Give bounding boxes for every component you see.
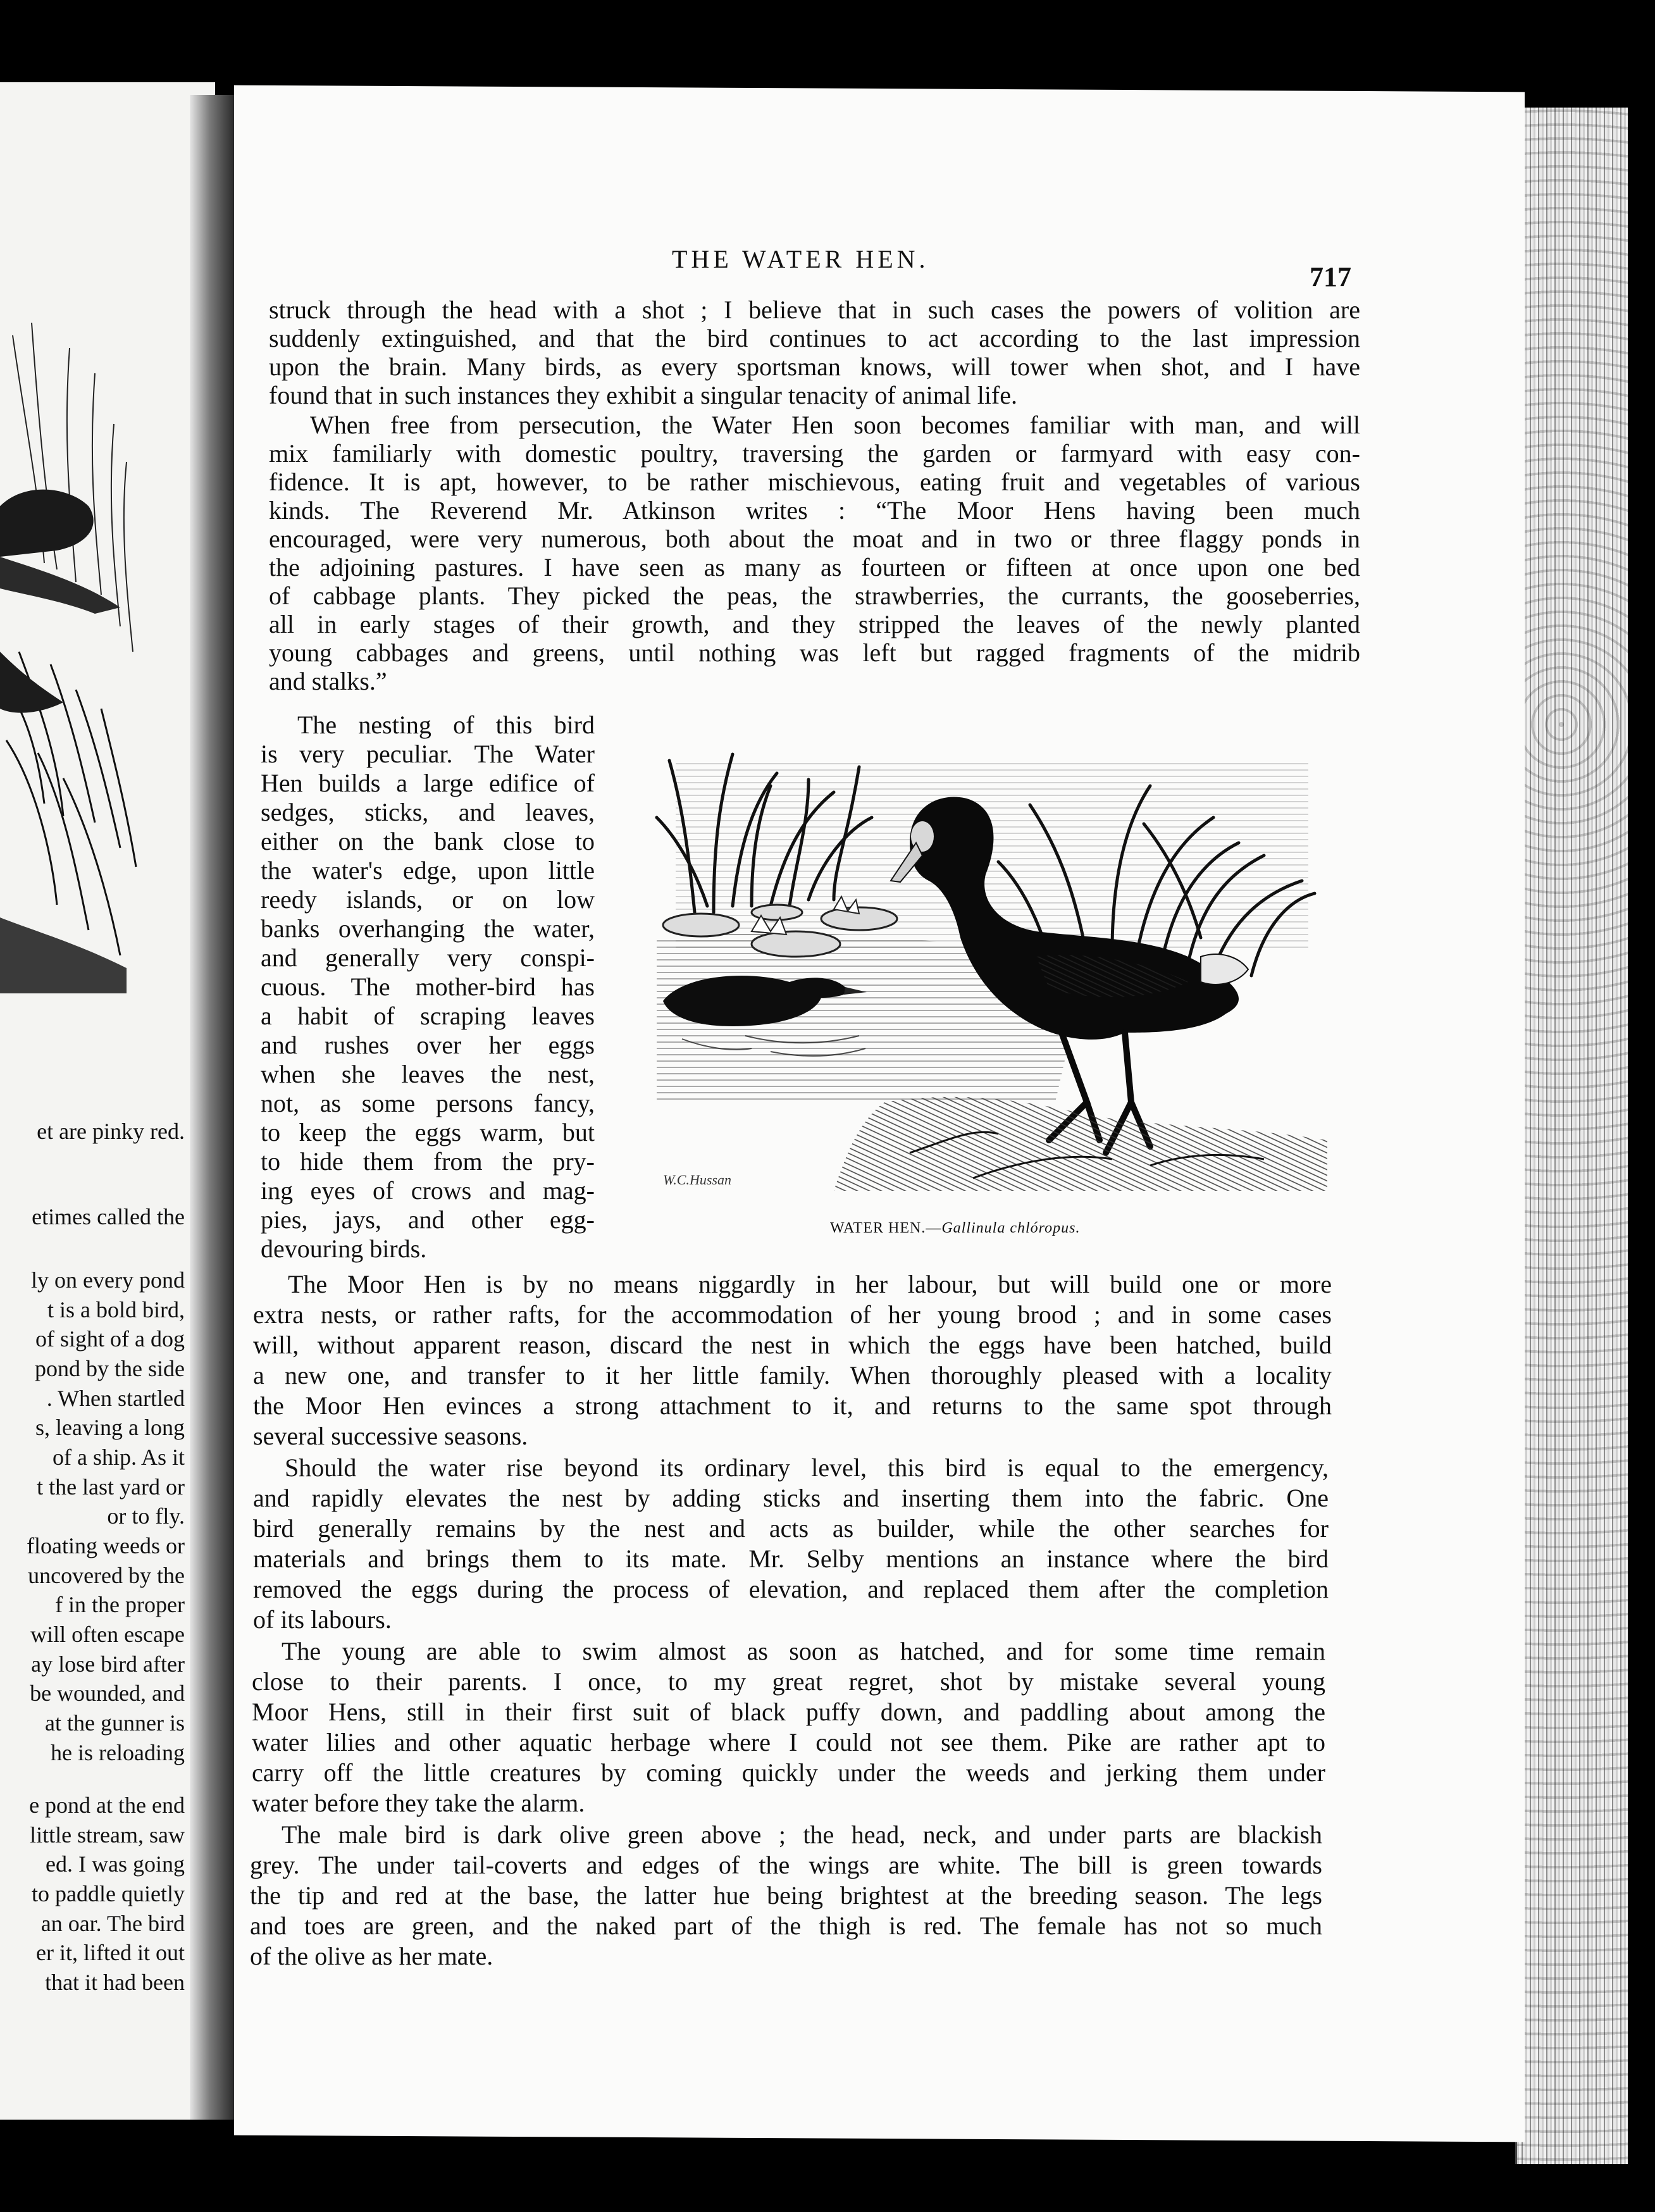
text-line: Hen builds a large edifice of	[261, 769, 595, 797]
text-line: young cabbages and greens, until nothing was left but ragged fragments of the midrib	[269, 638, 1360, 667]
text-line: materials and brings them to its mate. Mr. Selby mentions an instance where the bird	[253, 1544, 1329, 1573]
text-line: found that in such instances they exhibit a singular tenacity of animal life.	[269, 381, 1018, 409]
left-text-line: ay lose bird after	[31, 1651, 185, 1677]
text-line: close to their parents. I once, to my great regret, shot by mistake several young	[252, 1667, 1325, 1696]
left-text-line: that it had been	[45, 1970, 185, 1995]
text-line: the adjoining pastures. I have seen as many as fourteen or fifteen at once upon one bed	[269, 553, 1360, 581]
text-line: not, as some persons fancy,	[261, 1089, 595, 1117]
left-page-fragment	[0, 82, 215, 2120]
left-text-line: etimes called the	[32, 1204, 185, 1229]
text-line: The nesting of this bird	[297, 711, 595, 739]
text-line: upon the brain. Many birds, as every sportsman knows, will tower when shot, and I have	[269, 352, 1360, 381]
left-text-line: pond by the side	[35, 1356, 185, 1381]
text-line: a habit of scraping leaves	[261, 1002, 595, 1030]
text-line: Should the water rise beyond its ordinary level, this bird is equal to the emergency,	[285, 1453, 1329, 1482]
page-number: 717	[1310, 261, 1351, 292]
text-line: the Moor Hen evinces a strong attachment to it, and returns to the same spot through	[253, 1391, 1332, 1420]
left-text-line: floating weeds or	[27, 1533, 185, 1558]
text-line: is very peculiar. The Water	[261, 740, 595, 768]
page-edges	[1515, 108, 1628, 2164]
left-text-line: of sight of a dog	[35, 1326, 185, 1351]
text-line: water lilies and other aquatic herbage where I could not see them. Pike are rather apt to	[252, 1728, 1325, 1756]
text-line: Moor Hens, still in their first suit of black puffy down, and paddling about among the	[252, 1698, 1325, 1726]
text-line: of cabbage plants. They picked the peas, the strawberries, the currants, the gooseberries,	[269, 581, 1360, 610]
left-text-line: little stream, saw	[30, 1822, 185, 1848]
text-line: kinds. The Reverend Mr. Atkinson writes : “The Moor Hens having been much	[269, 496, 1360, 525]
figure-caption-label: WATER HEN.—	[830, 1220, 942, 1236]
left-text-line: he is reloading	[51, 1740, 185, 1765]
water-hen-engraving	[644, 748, 1334, 1216]
text-line: water before they take the alarm.	[252, 1789, 585, 1817]
left-text-line: t the last yard or	[37, 1474, 185, 1500]
book-gutter	[190, 95, 234, 2120]
text-line: either on the bank close to	[261, 827, 595, 855]
text-line: the tip and red at the base, the latter hue being brightest at the breeding season. The legs	[250, 1881, 1322, 1910]
figure-caption	[830, 1220, 1080, 1237]
text-line: removed the eggs during the process of elevation, and replaced them after the completion	[253, 1575, 1329, 1603]
left-text-line: et are pinky red.	[37, 1119, 185, 1144]
text-line: ing eyes of crows and mag-	[261, 1176, 595, 1205]
left-text-line: ly on every pond	[31, 1267, 185, 1293]
left-text-line: e pond at the end	[29, 1793, 185, 1818]
left-text-line: an oar. The bird	[40, 1911, 185, 1936]
text-line: when she leaves the nest,	[261, 1060, 595, 1088]
text-line: a new one, and transfer to it her little family. When thoroughly pleased with a locality	[253, 1361, 1332, 1389]
text-line: When free from persecution, the Water Hen soon becomes familiar with man, and will	[310, 411, 1360, 439]
left-text-line: ed. I was going	[46, 1851, 185, 1877]
text-line: grey. The under tail-coverts and edges of the wings are white. The bill is green towards	[250, 1851, 1322, 1879]
text-line: all in early stages of their growth, and they stripped the leaves of the newly planted	[269, 610, 1360, 638]
left-text-line: be wounded, and	[30, 1681, 185, 1706]
text-line: bird generally remains by the nest and acts as builder, while the other searches for	[253, 1514, 1329, 1543]
left-text-line: at the gunner is	[45, 1710, 185, 1736]
text-line: and rushes over her eggs	[261, 1031, 595, 1059]
text-line: and stalks.”	[269, 667, 387, 695]
left-text-line: or to fly.	[107, 1503, 185, 1529]
left-text-line: of a ship. As it	[52, 1445, 185, 1470]
left-text-line: f in the proper	[55, 1592, 185, 1617]
text-line: fidence. It is apt, however, to be rather mischievous, eating fruit and vegetables of various	[269, 468, 1360, 496]
left-text-line: er it, lifted it out	[36, 1940, 185, 1965]
artist-signature: W.C.Hussan	[663, 1172, 731, 1188]
left-text-line: to paddle quietly	[32, 1881, 185, 1906]
text-line: to keep the eggs warm, but	[261, 1118, 595, 1146]
text-line: and toes are green, and the naked part of the thigh is red. The female has not so much	[250, 1911, 1322, 1940]
running-head: THE WATER HEN.	[672, 245, 929, 273]
text-line: several successive seasons.	[253, 1422, 528, 1450]
text-line: The young are able to swim almost as soon as hatched, and for some time remain	[282, 1637, 1325, 1665]
left-bird-illustration	[0, 297, 158, 1012]
text-line: sedges, sticks, and leaves,	[261, 798, 595, 826]
left-text-line: will often escape	[30, 1622, 185, 1647]
left-text-line: uncovered by the	[28, 1563, 185, 1588]
left-text-line: t is a bold bird,	[47, 1297, 185, 1322]
text-line: encouraged, were very numerous, both about the moat and in two or three flaggy ponds in	[269, 525, 1360, 553]
text-line: of the olive as her mate.	[250, 1942, 493, 1970]
text-line: of its labours.	[253, 1605, 392, 1634]
text-line: devouring birds.	[261, 1234, 427, 1263]
text-line: The Moor Hen is by no means niggardly in her labour, but will build one or more	[288, 1270, 1332, 1298]
left-text-line: s, leaving a long	[35, 1415, 185, 1440]
text-line: cuous. The mother-bird has	[261, 972, 595, 1001]
text-line: reedy islands, or on low	[261, 885, 595, 914]
text-line: mix familiarly with domestic poultry, traversing the garden or farmyard with easy con-	[269, 439, 1360, 468]
text-line: and rapidly elevates the nest by adding sticks and inserting them into the fabric. One	[253, 1484, 1329, 1512]
text-line: to hide them from the pry-	[261, 1147, 595, 1176]
text-line: will, without apparent reason, discard the nest in which the eggs have been hatched, build	[253, 1331, 1332, 1359]
left-text-line: . When startled	[46, 1386, 185, 1411]
text-line: struck through the head with a shot ; I believe that in such cases the powers of volition are	[269, 295, 1360, 324]
text-line: carry off the little creatures by coming quickly under the weeds and jerking them under	[252, 1758, 1325, 1787]
figure-caption-latin-name: Gallinula chlóropus.	[941, 1220, 1081, 1236]
text-line: pies, jays, and other egg-	[261, 1205, 595, 1234]
text-line: banks overhanging the water,	[261, 914, 595, 943]
text-line: the water's edge, upon little	[261, 856, 595, 885]
text-line: extra nests, or rather rafts, for the accommodation of her young brood ; and in some cases	[253, 1300, 1332, 1329]
text-line: The male bird is dark olive green above ; the head, neck, and under parts are blackish	[282, 1820, 1322, 1849]
text-line: and generally very conspi-	[261, 943, 595, 972]
text-line: suddenly extinguished, and that the bird continues to act according to the last impression	[269, 324, 1360, 352]
